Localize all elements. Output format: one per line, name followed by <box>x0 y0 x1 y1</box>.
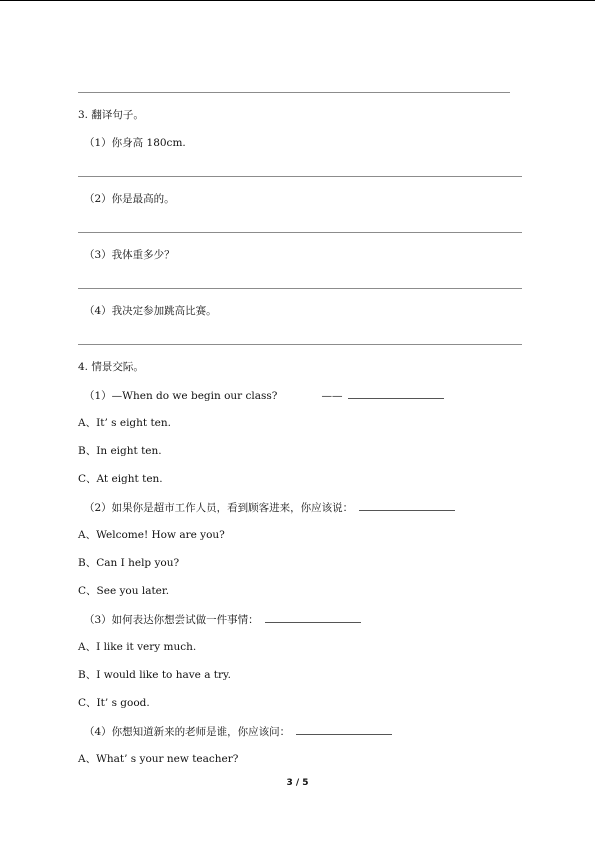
answer-line <box>78 92 510 93</box>
section-3-title: 3. 翻译句子。 <box>78 109 144 121</box>
page-number: 3 / 5 <box>286 778 309 788</box>
question-3 <box>84 612 361 627</box>
q1-option-a: A、It’ s eight ten. <box>78 417 171 429</box>
question-1 <box>84 388 444 403</box>
question-4 <box>84 724 392 739</box>
answer-line <box>78 344 522 345</box>
q3-option-b: B、I would like to have a try. <box>78 669 231 681</box>
answer-line <box>78 176 522 177</box>
answer-blank[interactable] <box>265 612 361 623</box>
q2-option-c: C、See you later. <box>78 585 170 597</box>
q1-option-b: B、In eight ten. <box>78 445 162 457</box>
translate-item-1: （1）你身高 180cm. <box>84 137 186 149</box>
translate-item-2: （2）你是最高的。 <box>84 193 175 205</box>
answer-blank[interactable] <box>359 500 455 511</box>
question-2-prompt: （2）如果你是超市工作人员，看到顾客进来，你应该说： <box>84 502 354 514</box>
q2-option-b: B、Can I help you? <box>78 557 180 569</box>
q4-option-a: A、What’ s your new teacher? <box>78 753 239 765</box>
answer-line <box>78 288 522 289</box>
translate-item-4: （4）我决定参加跳高比赛。 <box>84 305 217 317</box>
question-3-prompt: （3）如何表达你想尝试做一件事情： <box>84 614 259 626</box>
answer-blank[interactable] <box>348 388 444 399</box>
answer-line <box>78 232 522 233</box>
q1-option-c: C、At eight ten. <box>78 473 163 485</box>
section-4-title: 4. 情景交际。 <box>78 361 144 373</box>
question-1-prompt: （1）—When do we begin our class? <box>84 390 278 402</box>
translate-item-3: （3）我体重多少？ <box>84 249 175 261</box>
question-2 <box>84 500 455 515</box>
page-top-border <box>0 0 595 1</box>
q2-option-a: A、Welcome! How are you? <box>78 529 225 541</box>
q3-option-a: A、I like it very much. <box>78 641 197 653</box>
answer-blank[interactable] <box>296 724 392 735</box>
question-1-dash: —— <box>321 390 343 402</box>
q3-option-c: C、It’ s good. <box>78 697 150 709</box>
question-4-prompt: （4）你想知道新来的老师是谁，你应该问： <box>84 726 291 738</box>
